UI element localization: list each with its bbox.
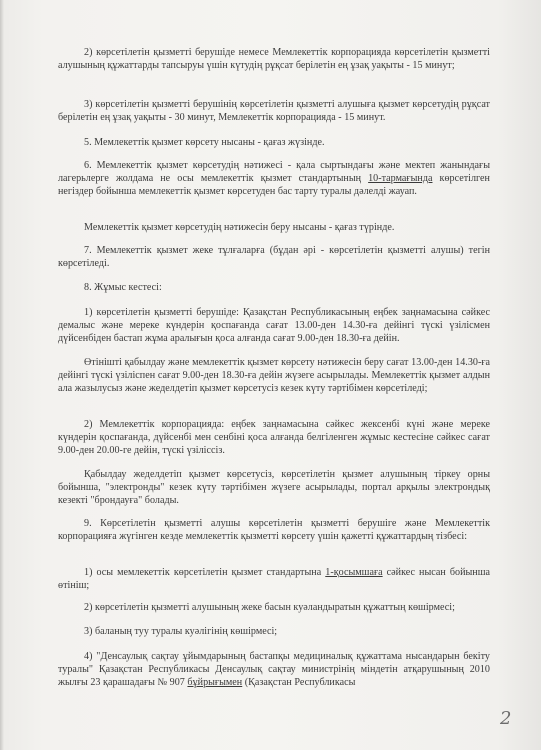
paragraph-8: 8. Жұмыс кестесі: bbox=[84, 282, 162, 293]
paragraph-9-1 bbox=[58, 566, 490, 592]
link-appendix-1[interactable]: 1-қосымшаға bbox=[325, 567, 383, 578]
page-number: 2 bbox=[500, 708, 512, 729]
link-order-907[interactable]: бұйрығымен bbox=[187, 677, 243, 688]
paragraph-7: 7. Мемлекеттік қызмет жеке тұлғаларға (бұдан әрі - көрсетілетін қызметті алушы) тегін көрсетіледі. bbox=[58, 245, 490, 269]
paragraph-6-text-b: көрсетілген негіздер бойынша мемлекеттік қызмет көрсетуден бас тарту туралы дәлелді жауап. bbox=[58, 173, 490, 197]
paragraph-2-3: 3) көрсетілетін қызметті берушінің көрсетілетін қызметті алушыға қызмет көрсетудің рұқсат берілетін ең ұзақ уақыты - 30 минут, Мемлекеттік корпорацияда - 15 минут. bbox=[58, 99, 490, 123]
paragraph-6-text-a: 6. Мемлекеттік қызмет көрсетудің нәтижесі - қала сыртындағы және мектеп жанындағы лагерьлерге жолдама не осы мемлекеттік қызмет стандартының bbox=[58, 160, 490, 184]
paragraph-9-2: 2) көрсетілетін қызметті алушының жеке басын куәландыратын құжаттың көшірмесі; bbox=[84, 602, 455, 613]
paragraph-9-4 bbox=[58, 650, 490, 689]
paragraph-9-4-text-a: 4) "Денсаулық сақтау ұйымдарының бастапқы медициналық құжаттама нысандарын бекіту туралы" Қазақстан Республикасы Денсаулық сақтау министрінің міндетін атқарушының 2010 жылғы 23 қарашадағы № 907 bbox=[58, 651, 490, 688]
paragraph-8-1-intake: Өтінішті қабылдау және мемлекеттік қызмет көрсету нәтижесін беру сағат 13.00-ден 14.30-ға дейінгі түскі үзіліспен сағат 9.00-ден 18.30-ға дейін жүзеге асырылады. Мемлекеттік қызмет алдын ала жазылусыз және жеделдетіп қызмет көрсетусіз кезек күту тәртібімен көрсетіледі; bbox=[58, 357, 490, 394]
paragraph-9-4-text-b: (Қазақстан Республикасы bbox=[242, 677, 356, 688]
paragraph-result-form: Мемлекеттік қызмет көрсетудің нәтижесін беру нысаны - қағаз түрінде. bbox=[84, 222, 395, 233]
link-10-tarmak[interactable]: 10-тармағында bbox=[368, 173, 433, 184]
paragraph-6 bbox=[58, 159, 490, 198]
page-edge-shadow bbox=[0, 0, 4, 750]
paragraph-2-1: 2) көрсетілетін қызметті берушіде немесе Мемлекеттік корпорацияда көрсетілетін қызметті алушының құжаттарды тапсыруы үшін күтудің рұқсат берілетін ең ұзақ уақыты - 15 минут; bbox=[58, 47, 490, 71]
paragraph-8-2: 2) Мемлекеттік корпорацияда: еңбек заңнамасына сәйкес жексенбі күні және мереке күндерін қоспағанда, дүйсенбі мен сенбіні қоса алғанда белгіленген жұмыс кестесіне сәйкес сағат 9.00-ден 20.00-ге дейін, түскі үзіліссіз. bbox=[58, 419, 490, 456]
paragraph-9-3: 3) баланың туу туралы куәлігінің көшірмесі; bbox=[84, 626, 278, 637]
paragraph-9-1-text-a: 1) осы мемлекеттік көрсетілетін қызмет стандартына bbox=[84, 567, 326, 578]
paragraph-9-1-text-b: сәйкес нысан бойынша өтініш; bbox=[58, 567, 491, 591]
paragraph-5: 5. Мемлекеттік қызмет көрсету нысаны - қағаз жүзінде. bbox=[84, 137, 325, 148]
paragraph-8-1: 1) көрсетілетін қызметті берушіде: Қазақстан Республикасының еңбек заңнамасына сәйкес демалыс және мереке күндерін қоспағанда сағат 13.00-ден 14.30-ға дейінгі түскі үзілісмен дүйсенбіден бастап жұма аралығын қоса алғанда сағат 9.00-ден 18.30-ға дейін. bbox=[58, 307, 490, 344]
paragraph-8-2-intake: Қабылдау жеделдетіп қызмет көрсетусіз, көрсетілетін қызмет алушының тіркеу орны бойынша, "электронды" кезек күту тәртібімен жүзеге асырылады, портал арқылы электрондық кезекті "брондауға" болады. bbox=[58, 469, 490, 506]
paragraph-9: 9. Көрсетілетін қызметті алушы көрсетілетін қызметті берушіге және Мемлекеттік корпорацияға жүгінген кезде мемлекеттік қызметті көрсету үшін қажетті құжаттардың тізбесі: bbox=[58, 518, 490, 542]
